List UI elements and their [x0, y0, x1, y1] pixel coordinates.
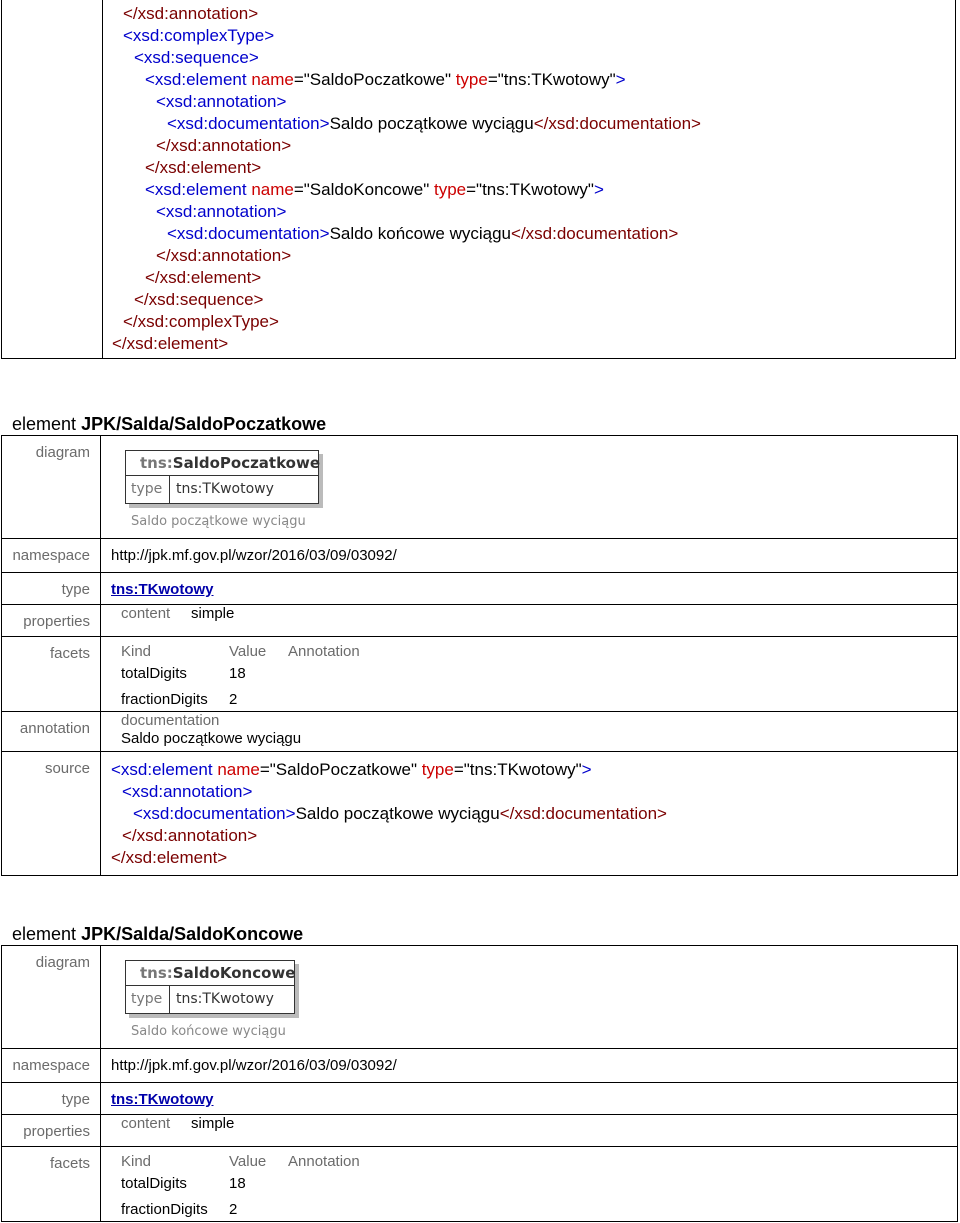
documentation-label: documentation: [121, 712, 220, 729]
label-type: type: [2, 1083, 101, 1115]
diagram-box: [125, 450, 319, 504]
code-line: </xsd:element>: [112, 334, 229, 353]
code-line: <xsd:sequence>: [134, 48, 259, 67]
type-link[interactable]: tns:TKwotowy: [111, 581, 214, 598]
code-line: </xsd:annotation>: [123, 4, 259, 23]
type-link[interactable]: tns:TKwotowy: [111, 1091, 214, 1108]
code-line: <xsd:annotation>: [156, 202, 287, 221]
code-line: </xsd:annotation>: [156, 246, 292, 265]
diagram-box: [125, 960, 295, 1014]
section-heading-saldo-poczatkowe: [12, 414, 326, 435]
heading-path: JPK/Salda/SaldoKoncowe: [81, 924, 304, 944]
label-type: type: [2, 573, 101, 605]
facet-kind: fractionDigits: [121, 1201, 208, 1218]
facet-value: 2: [229, 1201, 238, 1218]
code-line: </xsd:element>: [145, 158, 262, 177]
section-heading-saldo-koncowe: [12, 924, 303, 945]
facet-kind: totalDigits: [121, 665, 187, 682]
facet-annotation-header: Annotation: [288, 1153, 360, 1170]
facet-value-header: Value: [229, 643, 267, 660]
facet-kind-header: Kind: [121, 643, 152, 660]
diagram-type-value: tns:TKwotowy: [176, 481, 274, 497]
heading-prefix: element: [12, 924, 77, 944]
heading-path: JPK/Salda/SaldoPoczatkowe: [81, 414, 327, 434]
label-namespace: namespace: [2, 1049, 101, 1083]
label-annotation: annotation: [2, 712, 101, 752]
content-value: simple: [191, 1115, 235, 1132]
element-table-saldo-koncowe: [1, 945, 958, 1222]
facet-value: 18: [229, 665, 246, 682]
top-source-code: [112, 3, 701, 355]
content-label: content: [121, 605, 171, 622]
label-properties: properties: [2, 605, 101, 637]
code-line: <xsd:element name="SaldoPoczatkowe" type="tns:TKwotowy">: [111, 760, 592, 779]
facet-value: 18: [229, 1175, 246, 1192]
facet-value: 2: [229, 691, 238, 708]
facet-kind: fractionDigits: [121, 691, 208, 708]
label-namespace: namespace: [2, 539, 101, 573]
diagram-type-value: tns:TKwotowy: [176, 991, 274, 1007]
code-line: </xsd:element>: [145, 268, 262, 287]
diagram-name: SaldoKoncowe: [172, 964, 296, 982]
content-value: simple: [191, 605, 235, 622]
code-line: <xsd:documentation>Saldo końcowe wyciągu</xsd:documentation>: [167, 224, 679, 243]
element-diagram: [111, 950, 311, 1040]
code-line: </xsd:annotation>: [122, 826, 258, 845]
label-properties: properties: [2, 1115, 101, 1147]
label-facets: facets: [2, 1147, 101, 1222]
code-line: <xsd:documentation>Saldo początkowe wyciągu</xsd:documentation>: [167, 114, 701, 133]
namespace-value: http://jpk.mf.gov.pl/wzor/2016/03/09/03092/: [101, 1049, 958, 1083]
diagram-cell: [101, 436, 958, 539]
code-line: <xsd:element name="SaldoKoncowe" type="tns:TKwotowy">: [145, 180, 604, 199]
label-source: source: [2, 752, 101, 876]
diagram-type-label: type: [126, 986, 170, 1013]
code-line: </xsd:sequence>: [134, 290, 264, 309]
source-code: [111, 759, 957, 869]
documentation-text: Saldo początkowe wyciągu: [121, 730, 302, 747]
element-diagram: [111, 440, 321, 530]
code-line: </xsd:complexType>: [123, 312, 279, 331]
diagram-cell: [101, 946, 958, 1049]
diagram-prefix: tns:: [140, 454, 173, 472]
code-line: <xsd:complexType>: [123, 26, 275, 45]
diagram-type-label: type: [126, 476, 170, 503]
element-table-saldo-poczatkowe: [1, 435, 958, 876]
diagram-prefix: tns:: [140, 964, 173, 982]
code-line: <xsd:annotation>: [156, 92, 287, 111]
heading-prefix: element: [12, 414, 77, 434]
diagram-caption: Saldo końcowe wyciągu: [131, 1024, 286, 1039]
facet-value-header: Value: [229, 1153, 267, 1170]
namespace-value: http://jpk.mf.gov.pl/wzor/2016/03/09/03092/: [101, 539, 958, 573]
code-line: </xsd:annotation>: [156, 136, 292, 155]
label-diagram: diagram: [2, 436, 101, 539]
facet-annotation-header: Annotation: [288, 643, 360, 660]
code-line: <xsd:annotation>: [122, 782, 253, 801]
code-line: <xsd:element name="SaldoPoczatkowe" type="tns:TKwotowy">: [145, 70, 626, 89]
content-label: content: [121, 1115, 171, 1132]
code-line: </xsd:element>: [111, 848, 228, 867]
label-diagram: diagram: [2, 946, 101, 1049]
facet-kind: totalDigits: [121, 1175, 187, 1192]
label-facets: facets: [2, 637, 101, 712]
top-source-box: [1, 0, 956, 359]
code-line: <xsd:documentation>Saldo początkowe wyciągu</xsd:documentation>: [133, 804, 667, 823]
facet-kind-header: Kind: [121, 1153, 152, 1170]
diagram-caption: Saldo początkowe wyciągu: [131, 514, 306, 529]
diagram-name: SaldoPoczatkowe: [172, 454, 321, 472]
